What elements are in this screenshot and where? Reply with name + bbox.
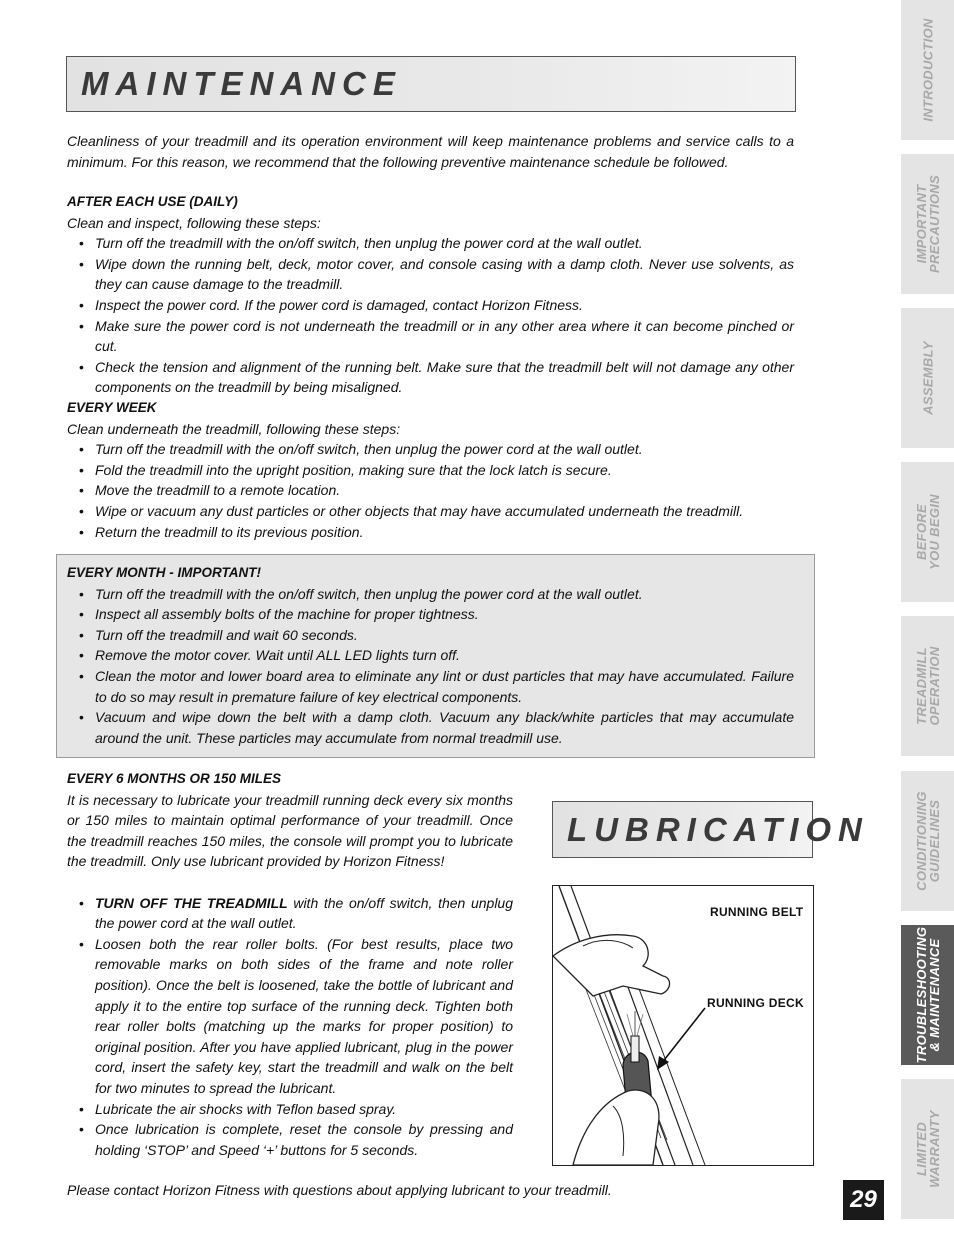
- monthly-section: [67, 563, 794, 748]
- tab-label-line: LIMITED: [913, 1121, 929, 1177]
- tab-label-line: OPERATION: [926, 646, 942, 726]
- list-item: • Turn off the treadmill with the on/off switch, then unplug the power cord at the wall outlet.: [67, 584, 794, 605]
- daily-section: [67, 192, 794, 398]
- daily-heading: AFTER EACH USE (DAILY): [67, 194, 238, 209]
- list-item: • Vacuum and wipe down the belt with a damp cloth. Vacuum any black/white particles that may accumulate around the unit. These particles may accumulate from normal treadmill use.: [67, 707, 794, 748]
- list-item-text: with the on/off switch, then unplug the power cord at the wall outlet.: [95, 894, 513, 932]
- maintenance-title-banner: [66, 56, 796, 112]
- tab-limited-warranty[interactable]: [901, 1079, 954, 1219]
- tab-label: [915, 646, 941, 725]
- lubrication-drawing: [553, 886, 813, 1165]
- tab-label-line: YOU BEGIN: [926, 494, 942, 570]
- tab-label-line: & MAINTENANCE: [926, 938, 942, 1052]
- list-item: • Wipe down the running belt, deck, motor cover, and console casing with a damp cloth. Never use solvents, as they can cause damage to the treadmill.: [67, 254, 794, 295]
- intro-paragraph: Cleanliness of your treadmill and its operation environment will keep maintenance problems and service calls to a minimum. For this reason, we recommend that the following preventive maintenance schedule be followed.: [67, 133, 794, 170]
- list-item: • Return the treadmill to its previous position.: [67, 522, 794, 543]
- daily-list: [67, 233, 794, 398]
- weekly-lead: Clean underneath the treadmill, following these steps:: [67, 420, 401, 437]
- list-item: • Turn off the treadmill with the on/off switch, then unplug the power cord at the wall outlet.: [67, 233, 794, 254]
- monthly-heading: EVERY MONTH - IMPORTANT!: [67, 565, 262, 580]
- tab-label-line: CONDITIONING: [913, 791, 929, 891]
- tab-label-line: IMPORTANT: [913, 184, 929, 264]
- six-month-list: [67, 893, 513, 1161]
- six-month-section: [67, 769, 513, 1160]
- list-item: • Make sure the power cord is not underneath the treadmill or in any other area where it can become pinched or cut.: [67, 316, 794, 357]
- tab-label: [915, 927, 941, 1064]
- tab-label-line: BEFORE: [913, 504, 929, 560]
- closing-note: Please contact Horizon Fitness with questions about applying lubricant to your treadmill.: [67, 1182, 612, 1198]
- weekly-section: [67, 398, 794, 542]
- list-item: • Move the treadmill to a remote location.: [67, 480, 794, 501]
- tab-label-line: TROUBLESHOOTING: [913, 926, 929, 1064]
- tab-label-line: TREADMILL: [913, 647, 929, 725]
- lubrication-title-banner: [552, 801, 869, 858]
- turn-off-emphasis: TURN OFF THE TREADMILL: [95, 894, 288, 911]
- list-item: • Turn off the treadmill with the on/off switch, then unplug the power cord at the wall outlet.: [67, 439, 794, 460]
- tab-label: [915, 791, 941, 891]
- daily-lead: Clean and inspect, following these steps:: [67, 214, 321, 231]
- tab-label-line: ASSEMBLY: [920, 341, 935, 415]
- tab-treadmill-operation[interactable]: [901, 616, 954, 756]
- weekly-heading: EVERY WEEK: [67, 400, 157, 415]
- list-item: • Inspect all assembly bolts of the machine for proper tightness.: [67, 604, 794, 625]
- list-item: • Remove the motor cover. Wait until ALL LED lights turn off.: [67, 645, 794, 666]
- page-title: MAINTENANCE: [81, 65, 402, 102]
- page-number: 29: [843, 1180, 884, 1220]
- weekly-list: [67, 439, 794, 542]
- running-deck-label: RUNNING DECK: [707, 996, 804, 1010]
- tab-introduction[interactable]: [901, 0, 954, 140]
- tab-label-line: PRECAUTIONS: [926, 175, 942, 273]
- running-belt-label: RUNNING BELT: [710, 905, 804, 919]
- list-item: • Check the tension and alignment of the running belt. Make sure that the treadmill belt will not damage any other components on the treadmill by being misaligned.: [67, 357, 794, 398]
- tab-label: [915, 494, 941, 570]
- six-month-body: It is necessary to lubricate your treadmill running deck every six months or 150 miles to maintain optimal performance of your treadmill. Once the treadmill reaches 150 miles, the console will prompt you to lubricate the treadmill. Only use lubricant provided by Horizon Fitness!: [67, 791, 513, 870]
- tab-label: [921, 18, 934, 121]
- tab-label: [915, 1110, 941, 1188]
- list-item: • Loosen both the rear roller bolts. (For best results, place two removable marks on both sides of the frame and note roller position). Once the belt is loosened, take the bottle of lubricant and apply it to the entire top surface of the running deck. Tighten both rear roller bolts (matching up the marks for proper position) to original position. After you have applied lubricant, plug in the power cord, insert the safety key, start the treadmill and walk on the belt for two minutes to spread the lubricant.: [67, 934, 513, 1099]
- tab-label: [915, 175, 941, 273]
- list-item: • Clean the motor and lower board area to eliminate any lint or dust particles that may have accumulated. Failure to do so may result in premature failure of key electrical components.: [67, 666, 794, 707]
- list-item: • Once lubrication is complete, reset the console by pressing and holding ‘STOP’ and Speed ‘+’ buttons for 5 seconds.: [67, 1119, 513, 1160]
- list-item: • Wipe or vacuum any dust particles or other objects that may have accumulated underneath the treadmill.: [67, 501, 794, 522]
- tab-assembly[interactable]: [901, 308, 954, 448]
- tab-troubleshooting-maintenance[interactable]: [901, 925, 954, 1065]
- list-item: • Fold the treadmill into the upright position, making sure that the lock latch is secure.: [67, 460, 794, 481]
- tab-before-you-begin[interactable]: [901, 462, 954, 602]
- lubrication-title: LUBRICATION: [567, 810, 869, 848]
- tab-label: [921, 341, 934, 415]
- tab-conditioning-guidelines[interactable]: [901, 771, 954, 911]
- six-month-heading: EVERY 6 MONTHS OR 150 MILES: [67, 771, 282, 786]
- list-item: • Lubricate the air shocks with Teflon based spray.: [67, 1099, 513, 1120]
- list-item: • Turn off the treadmill and wait 60 seconds.: [67, 625, 794, 646]
- monthly-list: [67, 584, 794, 749]
- tab-label-line: GUIDELINES: [926, 799, 942, 883]
- list-item: • Inspect the power cord. If the power cord is damaged, contact Horizon Fitness.: [67, 295, 794, 316]
- tab-label-line: WARRANTY: [926, 1110, 942, 1188]
- list-item: [67, 893, 513, 934]
- lubrication-illustration: [552, 885, 814, 1166]
- tab-label-line: INTRODUCTION: [920, 18, 935, 122]
- tab-important-precautions[interactable]: [901, 154, 954, 294]
